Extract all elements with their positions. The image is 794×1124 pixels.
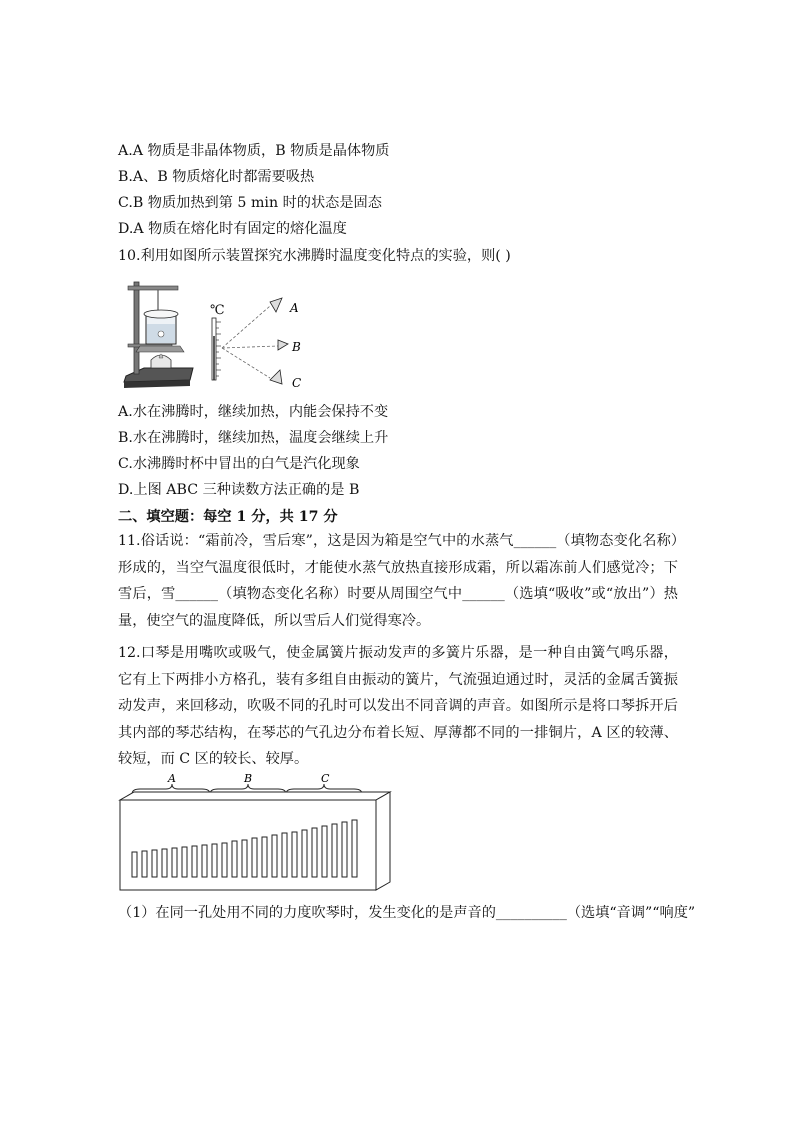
q12-sub1: （1）在同一孔处用不同的力度吹琴时，发生变化的是声音的__________（选填“音调”“响度”	[118, 905, 696, 921]
q10-option-a: A.水在沸腾时，继续加热，内能会保持不变	[118, 404, 389, 420]
eye-label-c: C	[292, 376, 302, 390]
eye-a-icon	[270, 298, 282, 312]
q12-text: 12.口琴是用嘴吹或吸气，使金属簧片振动发声的多簧片乐器，是一种自由簧气鸣乐器，它有上下两排小方格孔，装有多组自由振动的簧片，气流强迫通过时，灵活的金属舌簧振动发声，来回移动，吹吸不同的孔时可以发出不同音调的声音。如图所示是将口琴拆开后其内部的琴芯结构，在琴芯的气孔边分布着长短、厚薄都不同的一排铜片，A 区的较薄、较短，而 C 区的较长、较厚。	[118, 645, 678, 768]
boiling-apparatus-figure	[118, 276, 318, 392]
q10-option-d: D.上图 ABC 三种读数方法正确的是 B	[118, 482, 360, 498]
thermometer-unit-label: ℃	[210, 303, 225, 318]
zone-label-c: C	[321, 772, 330, 785]
q9-option-b: B.A、B 物质熔化时都需要吸热	[118, 169, 315, 185]
q9-option-d: D.A 物质在熔化时有固定的熔化温度	[118, 221, 347, 237]
eye-label-a: A	[290, 301, 299, 315]
q9-option-a: A.A 物质是非晶体物质，B 物质是晶体物质	[118, 143, 390, 159]
q9-option-c: C.B 物质加热到第 5 min 时的状态是固态	[118, 195, 382, 211]
zone-label-b: B	[244, 772, 253, 785]
q10-option-c: C.水沸腾时杯中冒出的白气是汽化现象	[118, 456, 360, 472]
q10-stem: 10.利用如图所示装置探究水沸腾时温度变化特点的实验，则( )	[118, 248, 511, 264]
eye-label-b: B	[292, 340, 301, 354]
eye-c-icon	[270, 370, 282, 384]
q11-text: 11.俗话说：“霜前冷，雪后寒”，这是因为箱是空气中的水蒸气______（填物态变化名称）形成的，当空气温度很低时，才能使水蒸气放热直接形成霜，所以霜冻前人们感觉冷；下雪后，雪______（填物态变化名称）时要从周围空气中______（选填“吸收”或“放出”）热量，使空气的温度降低，所以雪后人们觉得寒冷。	[118, 533, 678, 629]
q10-option-b: B.水在沸腾时，继续加热，温度会继续上升	[118, 430, 389, 446]
section-heading: 二、填空题：每空 1 分，共 17 分	[118, 509, 338, 525]
zone-label-a: A	[168, 772, 176, 785]
eye-b-icon	[278, 340, 288, 350]
harmonica-core-figure	[118, 770, 398, 900]
